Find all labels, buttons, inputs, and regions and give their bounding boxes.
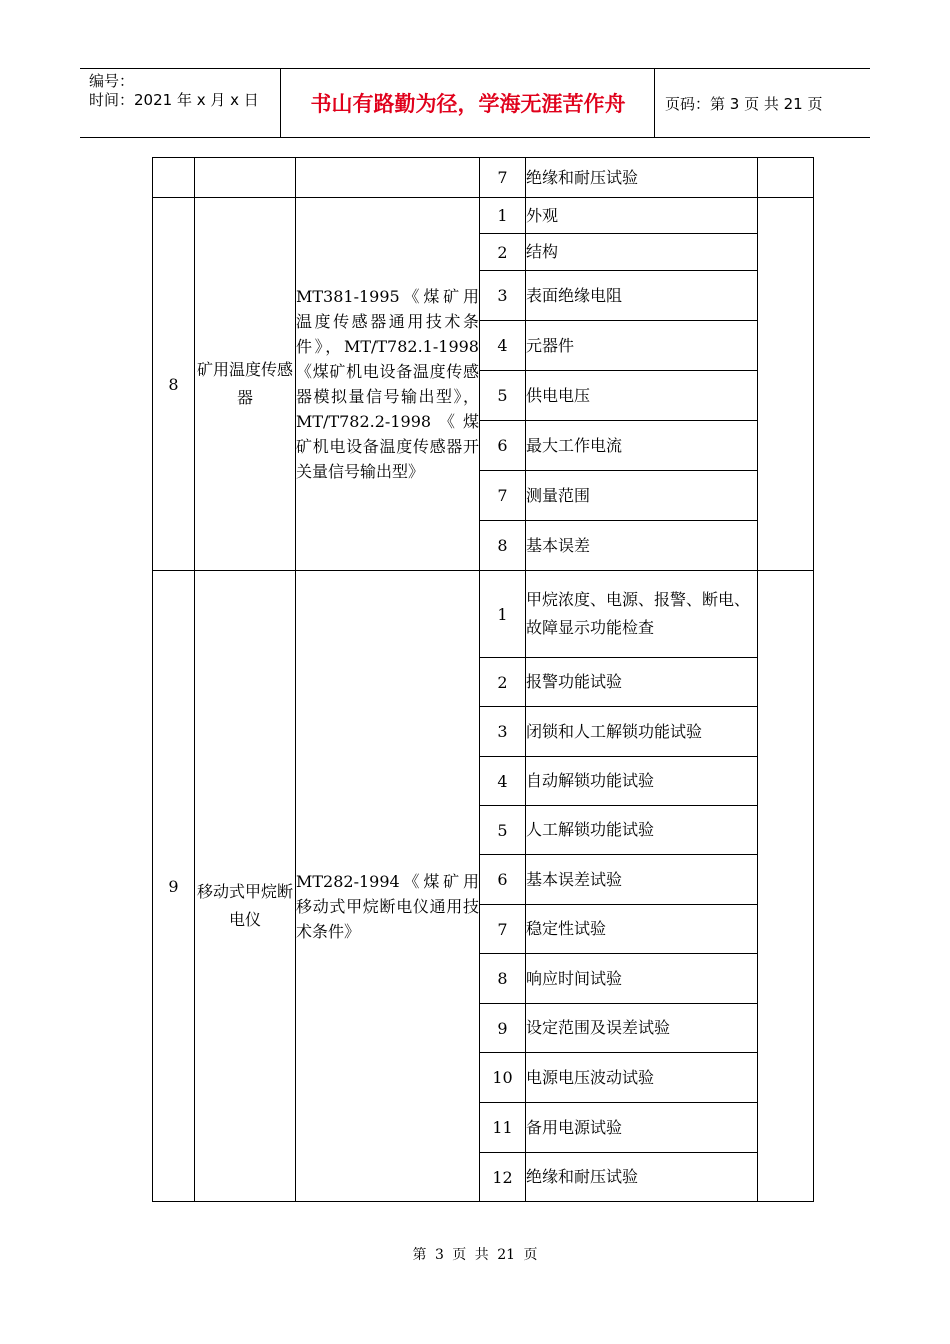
item-text: 绝缘和耐压试验 bbox=[526, 1153, 758, 1202]
page-header bbox=[80, 68, 870, 138]
device-name: 移动式甲烷断电仪 bbox=[195, 571, 296, 1202]
item-index: 1 bbox=[480, 571, 526, 658]
item-text: 设定范围及误差试验 bbox=[526, 1004, 758, 1053]
item-index: 6 bbox=[480, 855, 526, 905]
item-text: 响应时间试验 bbox=[526, 954, 758, 1004]
item-index: 2 bbox=[480, 658, 526, 707]
item-text: 基本误差 bbox=[526, 521, 758, 571]
group-number: 9 bbox=[153, 571, 195, 1202]
item-index: 4 bbox=[480, 321, 526, 371]
item-index: 5 bbox=[480, 806, 526, 855]
item-index: 7 bbox=[480, 905, 526, 954]
item-index: 9 bbox=[480, 1004, 526, 1053]
table-row bbox=[153, 571, 814, 658]
group-number: 8 bbox=[153, 198, 195, 571]
item-index: 5 bbox=[480, 371, 526, 421]
page-footer: 第 3 页 共 21 页 bbox=[412, 1247, 538, 1263]
item-text: 最大工作电流 bbox=[526, 421, 758, 471]
item-index: 8 bbox=[480, 521, 526, 571]
table-row bbox=[153, 198, 814, 234]
item-text: 测量范围 bbox=[526, 471, 758, 521]
table-row bbox=[153, 158, 814, 198]
item-index: 3 bbox=[480, 707, 526, 757]
item-text: 元器件 bbox=[526, 321, 758, 371]
item-text: 基本误差试验 bbox=[526, 855, 758, 905]
table-cell bbox=[296, 158, 480, 198]
item-text: 外观 bbox=[526, 198, 758, 234]
item-index: 4 bbox=[480, 757, 526, 806]
item-text: 表面绝缘电阻 bbox=[526, 271, 758, 321]
remark-cell bbox=[758, 158, 814, 198]
header-meta bbox=[80, 69, 281, 137]
remark-cell bbox=[758, 571, 814, 1202]
item-index: 6 bbox=[480, 421, 526, 471]
item-text: 报警功能试验 bbox=[526, 658, 758, 707]
item-text: 稳定性试验 bbox=[526, 905, 758, 954]
header-page-info: 页码：第 3 页 共 21 页 bbox=[665, 94, 823, 113]
item-text: 备用电源试验 bbox=[526, 1103, 758, 1153]
item-text: 人工解锁功能试验 bbox=[526, 806, 758, 855]
item-text: 结构 bbox=[526, 234, 758, 271]
item-index: 8 bbox=[480, 954, 526, 1004]
code-label: 编号： bbox=[89, 72, 135, 90]
inspection-table bbox=[152, 157, 814, 1202]
item-text: 电源电压波动试验 bbox=[526, 1053, 758, 1103]
item-text: 自动解锁功能试验 bbox=[526, 757, 758, 806]
time-label: 时间：2021 年 x 月 x 日 bbox=[89, 91, 259, 109]
item-index: 12 bbox=[480, 1153, 526, 1202]
standard-text: MT381-1995《煤矿用温度传感器通用技术条件》，MT/T782.1-1998《煤矿机电设备温度传感器模拟量信号输出型》，MT/T782.2-1998《煤矿机电设备温度传感器开关量信号输出型》 bbox=[296, 198, 480, 571]
standard-text: MT282-1994《煤矿用移动式甲烷断电仪通用技术条件》 bbox=[296, 571, 480, 1202]
item-index: 11 bbox=[480, 1103, 526, 1153]
table-cell bbox=[153, 158, 195, 198]
remark-cell bbox=[758, 198, 814, 571]
item-text: 供电电压 bbox=[526, 371, 758, 421]
item-index: 3 bbox=[480, 271, 526, 321]
device-name: 矿用温度传感器 bbox=[195, 198, 296, 571]
header-motto: 书山有路勤为径，学海无涯苦作舟 bbox=[282, 69, 655, 137]
item-text: 闭锁和人工解锁功能试验 bbox=[526, 707, 758, 757]
item-index: 2 bbox=[480, 234, 526, 271]
item-text: 绝缘和耐压试验 bbox=[526, 158, 758, 198]
table-cell bbox=[195, 158, 296, 198]
item-index: 7 bbox=[480, 471, 526, 521]
item-index: 10 bbox=[480, 1053, 526, 1103]
item-index: 7 bbox=[480, 158, 526, 198]
item-index: 1 bbox=[480, 198, 526, 234]
item-text: 甲烷浓度、电源、报警、断电、故障显示功能检查 bbox=[526, 571, 758, 658]
